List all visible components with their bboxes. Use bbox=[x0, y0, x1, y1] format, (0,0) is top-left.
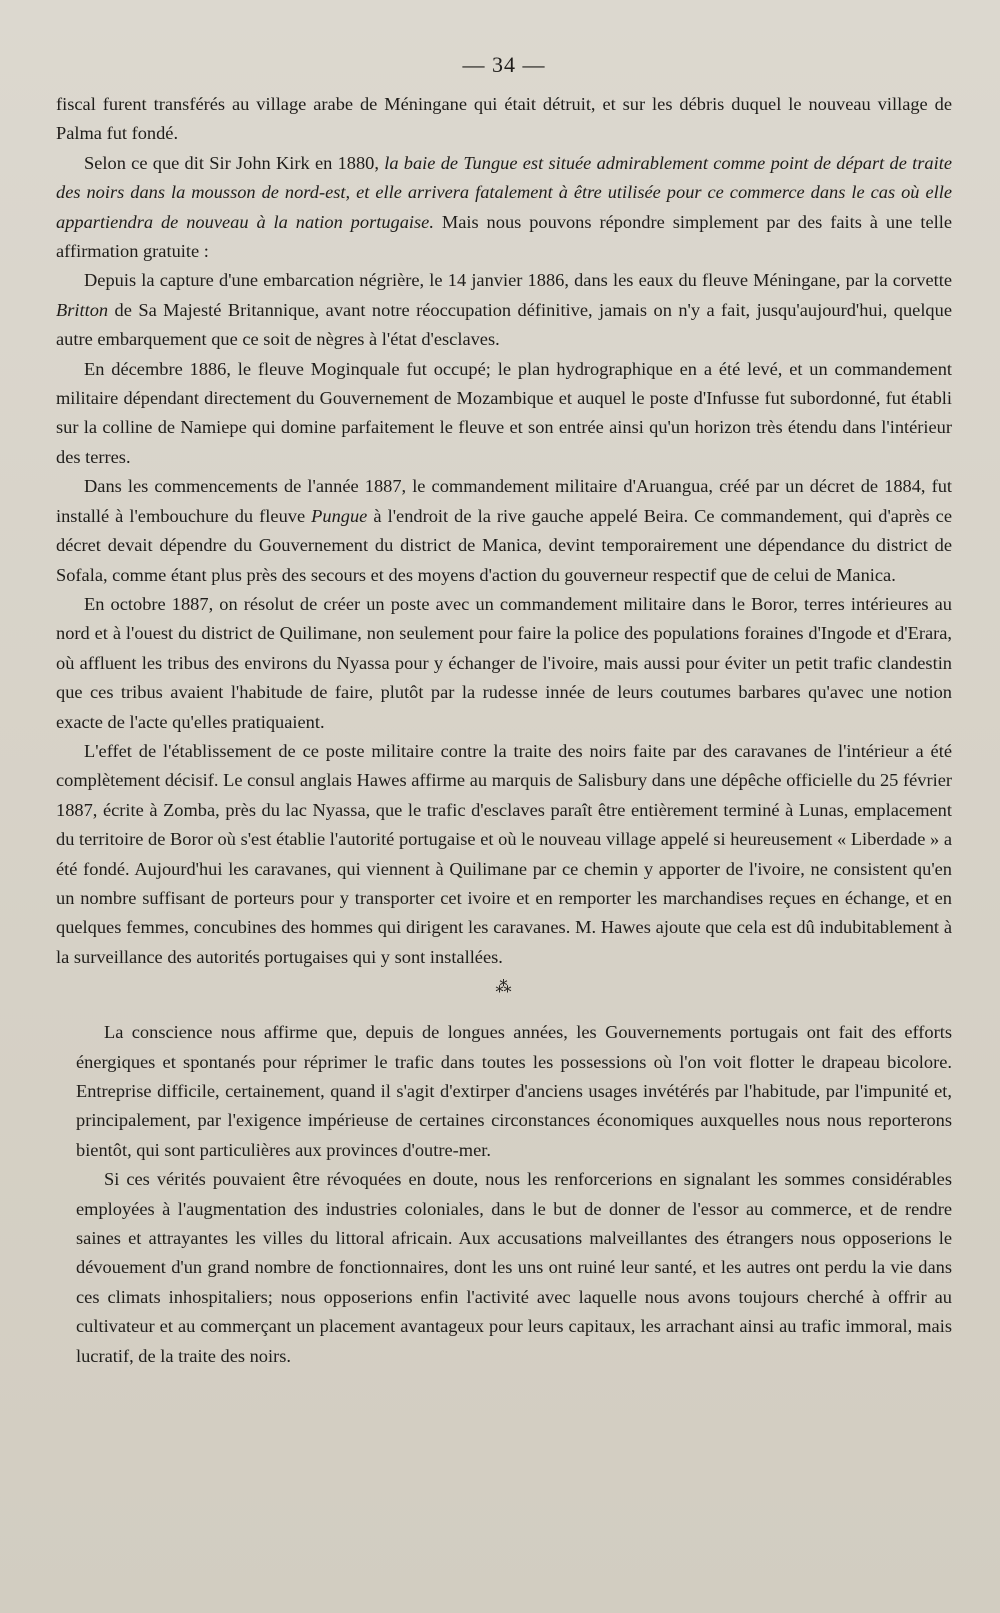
paragraph-capture bbox=[56, 266, 952, 354]
paragraph-text: à l'endroit de la rive gauche appelé Beira. Ce commandement, qui d'après ce décret devait dépendre du Gouvernement du district de Manica, devint temporairement une dépendance du district de Sofala, comme étant plus près des secours et des moyens d'action du gouverneur respectif que de celui de Manica. bbox=[56, 505, 952, 585]
body-text bbox=[56, 90, 952, 1371]
paragraph-boror: En octobre 1887, on résolut de créer un poste avec un commandement militaire dans le Boror, terres intérieures au nord et à l'ouest du district de Quilimane, non seulement pour faire la police des populations foraines d'Ingode et d'Erara, où affluent les tribus des environs du Nyassa pour y échanger de l'ivoire, mais aussi pour éviter un petit trafic clandestin que ces tribus avaient l'habitude de faire, plutôt par la rudesse innée de leurs coutumes barbares qu'avec une notion exacte de l'acte qu'elles pratiquaient. bbox=[56, 593, 952, 732]
italic-quote: la baie de Tungue est située admirablement comme point de départ de traite des noirs dans la mousson de nord-est, et elle arrivera fatalement à être utilisée pour ce commerce dans le cas où elle appartiendra de nouveau à la nation portugaise. bbox=[56, 152, 953, 232]
paragraph-text: Dans les commencements de l'année 1887, le commandement militaire d'Aruangua, créé par un décret de 1884, fut installé à l'embouchure du fleuve bbox=[56, 476, 952, 526]
page-number: — 34 — bbox=[462, 52, 546, 77]
paragraph-text: Mais nous pouvons répondre simplement par des faits à une telle affirmation gratuite : bbox=[56, 211, 952, 262]
paragraph-beira bbox=[56, 472, 952, 590]
paragraph-text: Depuis la capture d'une embarcation négrière, le 14 janvier 1886, dans les eaux du fleuve Méningane, par la corvette bbox=[84, 270, 952, 291]
paragraph-hawes: L'effet de l'établissement de ce poste militaire contre la traite des noirs faite par des caravanes de l'intérieur a été complètement décisif. Le consul anglais Hawes affirme au marquis de Salisbury dans une dépêche officielle du 25 février 1887, écrite à Zomba, près du lac Nyassa, que le trafic d'esclaves paraît être entièrement terminé à Lunas, emplacement du territoire de Boror où s'est établie l'autorité portugaise et où le nouveau village appelé si heureusement « Liberdade » a été fondé. Aujourd'hui les caravanes, qui viennent à Quilimane par ce chemin y apporter de l'ivoire, ne consistent qu'en un nombre suffisant de porteurs pour y transporter cet ivoire et en remporter les marchandises reçues en échange, et en quelques femmes, concubines des hommes qui dirigent les caravanes. M. Hawes ajoute que cela est dû indubitablement à la surveillance des autorités portugaises qui y sont installées. bbox=[56, 740, 952, 967]
paragraph-conscience: La conscience nous affirme que, depuis de longues années, les Gouvernements portugais ont fait des efforts énergiques et spontanés pour réprimer le trafic dans toutes les possessions où l'on voit flotter le drapeau bicolore. Entreprise difficile, certainement, quand il s'agit d'extirper d'anciens usages invétérés par l'habitude, par l'impunité et, principalement, par l'exigence impérieuse de certaines circonstances économiques auxquelles nous nous reporterons bientôt, qui sont particulières aux provinces d'outre-mer. bbox=[76, 1022, 952, 1160]
paragraph-verites: Si ces vérités pouvaient être révoquées en doute, nous les renforcerions en signalant les sommes considérables employées à l'augmentation des industries coloniales, dans le but de donner de l'essor au commerce, et de rendre saines et attrayantes les villes du littoral africain. Aux accusations malveillantes des étrangers nous opposerions le dévouement d'un grand nombre de fonctionnaires, dont les uns ont ruiné leur santé, et les autres ont perdu la vie dans ces climats inhospitaliers; nous opposerions enfin l'activité avec laquelle nous avons toujours cherché à offrir au cultivateur et au commerçant un placement avantageux pour leurs capitaux, les arrachant ainsi au trafic immoral, mais lucratif, de la traite des noirs. bbox=[76, 1169, 952, 1366]
paragraph-continuation: fiscal furent transférés au village arabe de Méningane qui était détruit, et sur les débris duquel le nouveau village de Palma fut fondé. bbox=[56, 94, 952, 144]
paragraph-moginquale: En décembre 1886, le fleuve Moginquale fut occupé; le plan hydrographique en a été levé, et un commandement militaire dépendant directement du Gouvernement de Mozambique et auquel le poste d'Infusse fut subordonné, fut établi sur la colline de Namiepe qui domine parfaitement le fleuve et son entrée ainsi qu'un horizon très étendu dans l'intérieur des terres. bbox=[56, 358, 952, 467]
italic-ship-name: Britton bbox=[56, 299, 109, 320]
paragraph-kirk-quote bbox=[56, 149, 952, 267]
section-two bbox=[56, 1018, 952, 1371]
section-separator: ⁂ bbox=[495, 979, 513, 997]
paragraph-text: de Sa Majesté Britannique, avant notre réoccupation définitive, jamais on n'y a fait, jusqu'aujourd'hui, quelque autre embarquement que ce soit de nègres à l'état d'esclaves. bbox=[56, 299, 952, 350]
italic-river-name: Pungue bbox=[311, 505, 368, 526]
paragraph-text: Selon ce que dit Sir John Kirk en 1880, bbox=[84, 152, 385, 173]
